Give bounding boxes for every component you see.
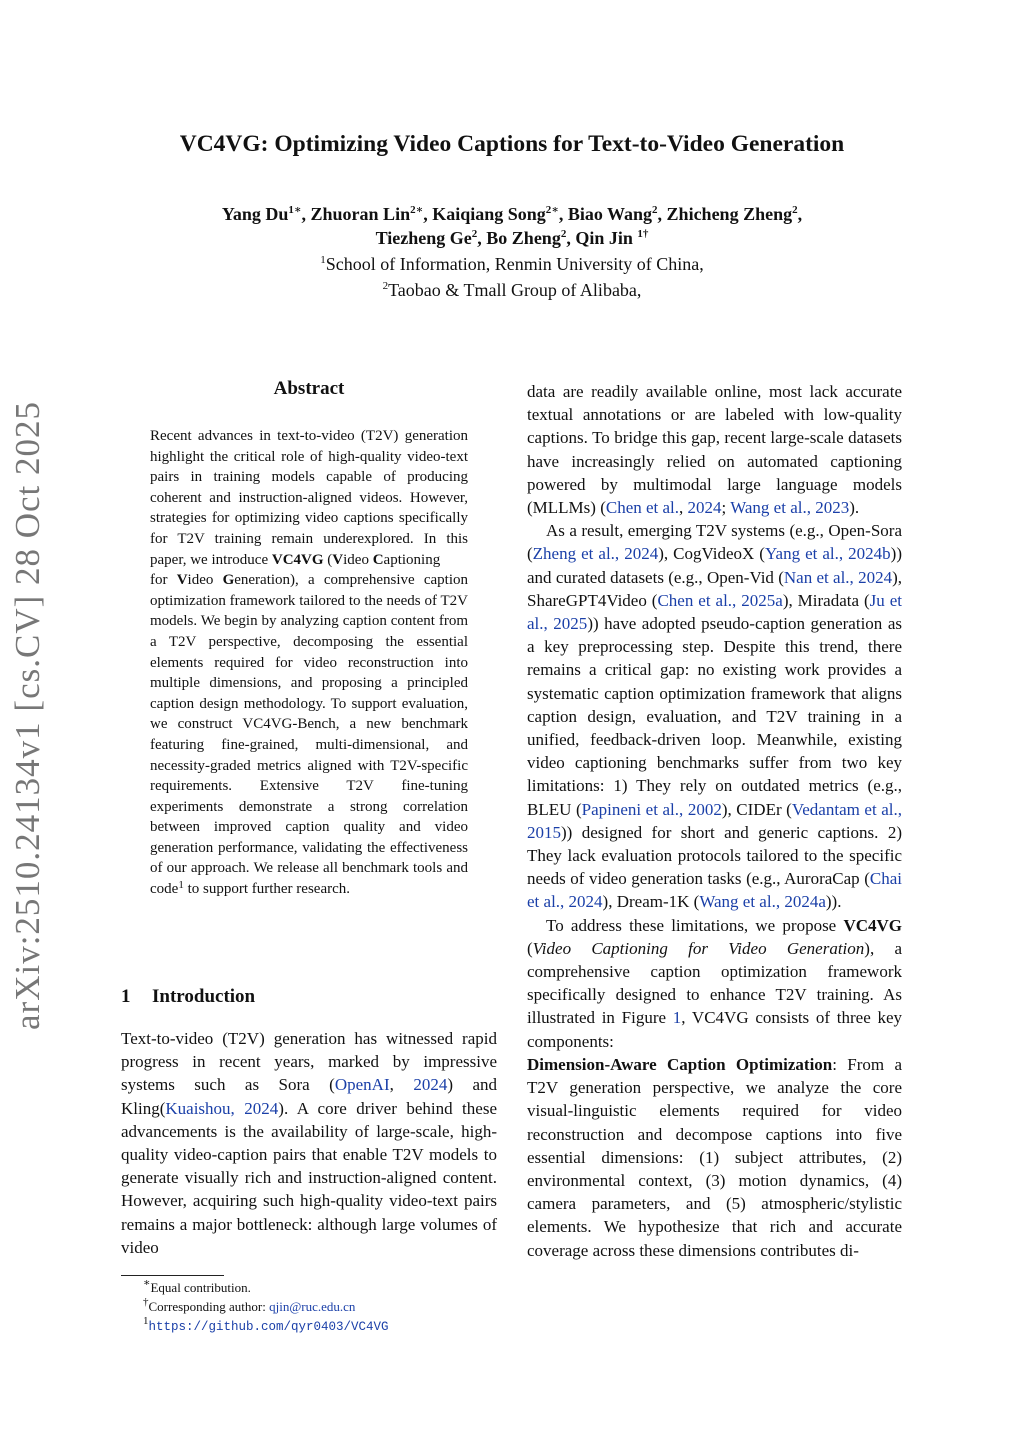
citation-link[interactable]: Chen et al., 2025a <box>657 590 783 610</box>
citation-link[interactable]: Chen et al. <box>605 498 680 518</box>
citation-link[interactable]: 2024 <box>413 1075 448 1095</box>
body-text: )) have adopted pseudo-caption generation as a key preprocessing step. Despite this trend, there remains a critical gap: no existing work provides a systematic caption optimization framework that aligns caption design, evaluation, and T2V training in a unified, feedback-driven loop. Meanwhile, existing video captioning benchmarks suffer from two key limitations: 1) They rely on outdated metrics (e.g., BLEU ( <box>527 614 902 819</box>
author-mark: 1† <box>637 228 649 240</box>
body-text: ), Miradata ( <box>782 590 870 610</box>
citation-link[interactable]: Vedantam et al., 2015 <box>527 799 902 842</box>
footnote-2 <box>121 1297 497 1316</box>
author-mark: 2 <box>652 204 658 216</box>
abstract-vc4vg: VC4VG <box>271 551 324 568</box>
acronym-letter: V <box>176 572 188 589</box>
author-mark: 2∗ <box>545 204 559 216</box>
author-name: Biao Wang <box>567 204 653 224</box>
body-text: : From a T2V generation perspective, we analyze the core visual-linguistic elements required for video reconstruction and decompose captions into five essential dimensions: (1) subject attributes, (2) environmental context, (3) motion dynamics, (4) camera parameters, and (5) atmospheric/stylistic elements. We hypothesize that rich and accurate coverage across these dimensions contributes di- <box>527 1054 903 1260</box>
affil-mark: 2 <box>382 280 389 292</box>
abstract-text: ideo <box>343 551 373 568</box>
affil-mark: 1 <box>320 254 326 266</box>
citation-link[interactable]: Chai et al., 2024 <box>527 869 902 912</box>
author-mark: 2 <box>560 228 567 240</box>
abstract-heading: Abstract <box>273 378 345 399</box>
body-text: ), CogVideoX ( <box>658 544 765 564</box>
paragraph <box>527 519 902 913</box>
body-text: ; <box>721 498 731 518</box>
body-text: ), CIDEr ( <box>721 799 792 819</box>
abstract-body <box>150 426 468 900</box>
author-name: Bo Zheng <box>486 228 561 248</box>
body-text: )) designed for short and generic captions. 2) They lack evaluation protocols tailored to the specific needs of video generation tasks (e.g., AuroraCap ( <box>527 822 902 889</box>
body-text: ). <box>849 498 860 518</box>
affiliations <box>0 251 1024 303</box>
citation-link[interactable]: OpenAI <box>334 1075 390 1095</box>
footnote-1 <box>121 1278 497 1297</box>
abstract-text: ( <box>323 551 333 568</box>
abstract-text: ), a comprehensive caption optimization framework tailored to the needs of T2V models. We begin by analyzing caption content from a T2V perspective, decomposing the essential elements required for video reconstruction into multiple dimensions, and proposing a principled caption design methodology. To support evaluation, we construct VC4VG-Bench, a new benchmark featuring fine-grained, multi-dimensional, and necessity-graded metrics aligned with T2V-specific requirements. Extensive T2V fine-tuning experiments demonstrate a strong correlation between improved caption quality and video generation performance, validating the effectiveness of our approach. We release all benchmark tools and code <box>150 572 468 898</box>
arxiv-stamp: arXiv:2510.24134v1 [cs.CV] 28 Oct 2025 <box>8 400 47 1030</box>
italic-term: Video Captioning for Video Generation <box>532 938 865 958</box>
affiliation-1: School of Information, Renmin University of China, <box>325 254 704 274</box>
footnote-3 <box>121 1316 497 1337</box>
right-column <box>527 380 902 1262</box>
footnote-text: Equal contribution. <box>150 1280 251 1295</box>
citation-link[interactable]: Papineni et al., 2002 <box>581 799 722 819</box>
author-name: Tiezheng Ge <box>375 228 472 248</box>
section-title: Introduction <box>152 986 256 1007</box>
affiliation-2: Taobao & Tmall Group of Alibaba, <box>388 280 642 300</box>
section-number: 1 <box>121 986 131 1007</box>
acronym-letter: G <box>222 572 235 589</box>
author-name: Kaiqiang Song <box>432 204 546 224</box>
body-text: ), ShareGPT4Video ( <box>527 567 902 610</box>
paragraph <box>527 380 902 519</box>
section-heading-introduction <box>121 986 255 1008</box>
body-text: data are readily available online, most lack accurate textual annotations or are labeled with low-quality captions. To bridge this gap, recent large-scale datasets have increasingly relied on automated captioning powered by multimodal large language models (MLLMs) ( <box>527 382 902 518</box>
body-text: ), Dream-1K ( <box>602 892 700 912</box>
body-text: , <box>679 498 688 518</box>
citation-link[interactable]: Kuaishou, 2024 <box>165 1098 279 1118</box>
url-link[interactable]: https://github.com/qyr0403/VC4VG <box>148 1320 389 1334</box>
author-mark: 2∗ <box>410 204 424 216</box>
body-text: )) and curated datasets (e.g., Open-Vid ( <box>527 544 902 587</box>
abstract-text: ideo <box>187 572 223 589</box>
body-text: To address these limitations, we propose <box>546 915 844 935</box>
body-text: As a result, emerging T2V systems (e.g., Open-Sora ( <box>527 521 902 564</box>
author-mark: 2 <box>792 204 798 216</box>
body-text: ). A core driver behind these advancements is the availability of large-scale, high-quality video-caption pairs that enable T2V models to generate visually rich and instruction-aligned content. However, acquiring such high-quality video-text pairs remains a major bottleneck: although large volumes of video <box>121 1098 497 1257</box>
body-text: , VC4VG consists of three key components: <box>527 1008 903 1051</box>
abstract-text: for <box>150 572 177 589</box>
citation-link[interactable]: Wang et al., 2023 <box>730 498 850 518</box>
abstract-text: Recent advances in text-to-video (T2V) generation highlight the critical role of high-quality video-text pairs in training models capable of producing coherent and instruction-aligned videos. However, strategies for optimizing video captions specifically for T2V training remain underexplored. In this paper, we introduce <box>150 428 468 568</box>
body-text: ), a comprehensive caption optimization framework specifically designed to enhance T2V training. As illustrated in Figure <box>527 938 902 1028</box>
footnote-mark: 1 <box>143 1315 149 1327</box>
body-text: ) and Kling( <box>121 1075 497 1118</box>
author-list: Yang $Du^{1∗}$, Zhuoran Lin$^{2∗}$, Kaiqiang Song$^{2∗}$, Biao Wang$^2$, Zhicheng Zheng$^2$, Tiezheng Ge$^2$, Bo Zheng$^2$, Qin Jin $^{1\dagger}$ <box>221 204 803 248</box>
author-name: Qin Jin <box>575 228 633 248</box>
author-name: Zhicheng Zheng <box>666 204 793 224</box>
author-mark: 2 <box>471 228 478 240</box>
citation-link[interactable]: Nan et al., 2024 <box>783 567 893 587</box>
email-link[interactable]: qjin@ruc.edu.cn <box>269 1299 356 1314</box>
footnote-mark[interactable]: 1 <box>178 879 184 892</box>
footnote-rule <box>121 1275 224 1276</box>
bold-term: Dimension-Aware Caption Optimization <box>527 1054 833 1074</box>
intro-paragraph <box>121 1027 497 1259</box>
body-text: )). <box>825 892 842 912</box>
abstract-text: to support further research. <box>183 881 351 898</box>
abstract-text: aptioning <box>383 551 441 568</box>
paragraph <box>527 1053 902 1262</box>
body-text: , <box>389 1075 414 1095</box>
figure-link[interactable]: 1 <box>672 1008 682 1028</box>
body-text: ( <box>527 938 533 958</box>
acronym-letter: C <box>372 551 384 568</box>
citation-link[interactable]: Ju et al., 2025 <box>527 590 902 634</box>
acronym-letter: V <box>332 551 344 568</box>
citation-link[interactable]: 2024 <box>687 498 722 518</box>
citation-link[interactable]: Zheng et al., 2024 <box>532 544 659 564</box>
bold-term: VC4VG <box>843 915 902 935</box>
paper-title: VC4VG: Optimizing Video Captions for Text-to-Video Generation <box>179 131 845 157</box>
author-name: Yang Du <box>221 204 289 224</box>
footnote-mark: † <box>143 1296 149 1308</box>
citation-link[interactable]: Wang et al., 2024a <box>699 892 826 912</box>
author-mark: 1∗ <box>288 204 302 216</box>
citation-link[interactable]: Yang et al., 2024b <box>764 544 891 564</box>
paragraph <box>527 914 902 1053</box>
author-name: Zhuoran Lin <box>310 204 411 224</box>
footnote-mark: ∗ <box>143 1277 151 1289</box>
body-text: Text-to-video (T2V) generation has witnessed rapid progress in recent years, marked by impressive systems such as Sora ( <box>121 1029 497 1095</box>
abstract-text: eneration <box>234 572 291 589</box>
footnote-text: Corresponding author: <box>148 1299 270 1314</box>
